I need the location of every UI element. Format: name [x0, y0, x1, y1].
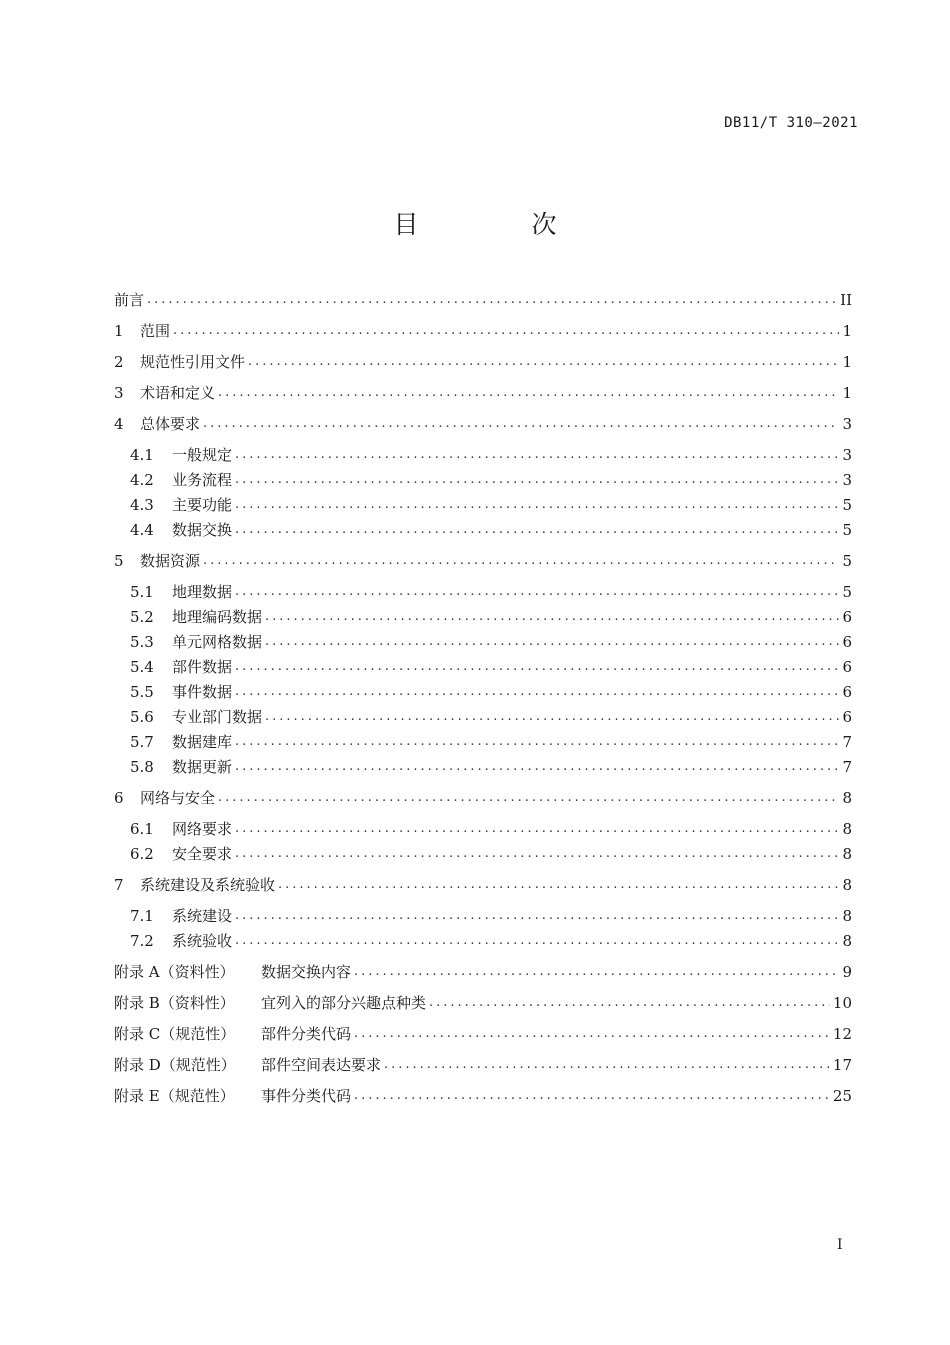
- toc-entry[interactable]: [130, 515, 852, 539]
- toc-entry-number: 5.4: [130, 658, 154, 676]
- toc-entry-page: 9: [842, 963, 852, 981]
- toc-entry-label: 数据交换内容: [261, 963, 352, 981]
- toc-entry[interactable]: [130, 652, 852, 676]
- toc-entry-label: 网络与安全: [140, 789, 216, 807]
- page-number: I: [837, 1237, 843, 1253]
- toc-entry-label: 前言: [114, 291, 145, 309]
- toc-entry[interactable]: [130, 702, 852, 726]
- toc-entry-page: 1: [842, 353, 852, 371]
- toc-entry[interactable]: [130, 627, 852, 651]
- toc-entry-number: 附录 A（资料性）: [114, 963, 235, 981]
- toc-entry-number: 4.2: [130, 471, 154, 489]
- toc-entry[interactable]: [130, 677, 852, 701]
- toc-entry-page: 5: [842, 521, 852, 539]
- page-title: 目 次: [393, 210, 601, 239]
- toc-entry-label: 网络要求: [172, 820, 233, 838]
- toc-entry-page: 8: [842, 932, 852, 950]
- toc-entry-number: 6.2: [130, 845, 154, 863]
- toc-entry[interactable]: [114, 1081, 852, 1105]
- toc-dot-leader: [265, 608, 839, 626]
- toc-entry-label: 数据资源: [140, 552, 201, 570]
- toc-entry-number: 1: [114, 322, 124, 340]
- toc-entry-number: 4.1: [130, 446, 154, 464]
- toc-entry-page: 1: [842, 322, 852, 340]
- toc-entry-page: 12: [832, 1025, 852, 1043]
- toc-entry[interactable]: [130, 440, 852, 464]
- toc-dot-leader: [235, 932, 839, 950]
- toc-entry-number: 6.1: [130, 820, 154, 838]
- toc-entry-label: 业务流程: [172, 471, 233, 489]
- toc-entry-number: 7.1: [130, 907, 154, 925]
- toc-entry-label: 安全要求: [172, 845, 233, 863]
- toc-entry-page: 17: [832, 1056, 852, 1074]
- toc-dot-leader: [354, 1087, 830, 1105]
- toc-entry[interactable]: [114, 316, 852, 340]
- toc-entry-number: 7: [114, 876, 124, 894]
- toc-dot-leader: [235, 845, 839, 863]
- toc-entry-label: 系统建设: [172, 907, 233, 925]
- toc-dot-leader: [235, 758, 839, 776]
- toc-entry-page: 6: [842, 708, 852, 726]
- toc-entry[interactable]: [130, 814, 852, 838]
- toc-entry-number: 附录 B（资料性）: [114, 994, 235, 1012]
- toc-entry-page: 10: [832, 994, 852, 1012]
- toc-entry-label: 单元网格数据: [172, 633, 263, 651]
- toc-entry-label: 地理数据: [172, 583, 233, 601]
- toc-dot-leader: [235, 471, 839, 489]
- toc-entry[interactable]: [114, 409, 852, 433]
- toc-entry-page: 8: [842, 845, 852, 863]
- toc-dot-leader: [235, 521, 839, 539]
- toc-entry-number: 4.4: [130, 521, 154, 539]
- toc-dot-leader: [235, 820, 839, 838]
- toc-entry-page: 1: [842, 384, 852, 402]
- toc-entry[interactable]: [114, 546, 852, 570]
- toc-entry-page: 6: [842, 608, 852, 626]
- toc-entry[interactable]: [130, 577, 852, 601]
- toc-dot-leader: [278, 876, 839, 894]
- toc-entry-label: 数据建库: [172, 733, 233, 751]
- toc-entry[interactable]: [130, 465, 852, 489]
- toc-entry[interactable]: [114, 988, 852, 1012]
- toc-entry-number: 附录 E（规范性）: [114, 1087, 235, 1105]
- toc-dot-leader: [203, 552, 839, 570]
- toc-dot-leader: [218, 384, 839, 402]
- toc-entry-page: II: [840, 291, 852, 309]
- toc-dot-leader: [203, 415, 839, 433]
- toc-entry-label: 部件数据: [172, 658, 233, 676]
- toc-entry[interactable]: [114, 1050, 852, 1074]
- toc-entry-page: 8: [842, 907, 852, 925]
- toc-entry-number: 5.2: [130, 608, 154, 626]
- toc-entry-label: 主要功能: [172, 496, 233, 514]
- toc-entry-label: 系统建设及系统验收: [140, 876, 276, 894]
- toc-entry-page: 7: [842, 758, 852, 776]
- toc-entry-number: 5.7: [130, 733, 154, 751]
- toc-entry-label: 部件分类代码: [261, 1025, 352, 1043]
- toc-entry[interactable]: [114, 957, 852, 981]
- toc-entry[interactable]: [114, 285, 852, 309]
- toc-entry[interactable]: [130, 901, 852, 925]
- toc-entry-number: 3: [114, 384, 124, 402]
- toc-entry-label: 专业部门数据: [172, 708, 263, 726]
- toc-dot-leader: [248, 353, 839, 371]
- toc-entry[interactable]: [130, 490, 852, 514]
- toc-entry[interactable]: [114, 870, 852, 894]
- toc-entry-label: 一般规定: [172, 446, 233, 464]
- toc-dot-leader: [235, 496, 839, 514]
- toc-entry-page: 5: [842, 552, 852, 570]
- toc-entry-label: 总体要求: [140, 415, 201, 433]
- toc-entry-number: 2: [114, 353, 124, 371]
- toc-dot-leader: [265, 633, 839, 651]
- toc-entry-page: 6: [842, 633, 852, 651]
- toc-entry-page: 8: [842, 820, 852, 838]
- toc-entry-number: 5.3: [130, 633, 154, 651]
- toc-entry-label: 规范性引用文件: [140, 353, 246, 371]
- toc-entry-number: 4: [114, 415, 124, 433]
- toc-entry-label: 术语和定义: [140, 384, 216, 402]
- toc-entry-page: 25: [832, 1087, 852, 1105]
- toc-dot-leader: [384, 1056, 830, 1074]
- toc-entry-number: 附录 C（规范性）: [114, 1025, 236, 1043]
- toc-dot-leader: [235, 683, 839, 701]
- toc-entry-page: 7: [842, 733, 852, 751]
- toc-entry-number: 5.8: [130, 758, 154, 776]
- toc-entry-page: 5: [842, 583, 852, 601]
- toc-dot-leader: [235, 733, 839, 751]
- toc-entry-number: 7.2: [130, 932, 154, 950]
- toc-entry[interactable]: [130, 839, 852, 863]
- toc-entry-number: 5.6: [130, 708, 154, 726]
- toc-entry-label: 数据更新: [172, 758, 233, 776]
- toc-dot-leader: [173, 322, 839, 340]
- toc-entry[interactable]: [130, 926, 852, 950]
- toc-entry-number: 6: [114, 789, 124, 807]
- toc-dot-leader: [235, 907, 839, 925]
- toc-entry-label: 地理编码数据: [172, 608, 263, 626]
- toc-entry-page: 6: [842, 658, 852, 676]
- toc-entry-label: 系统验收: [172, 932, 233, 950]
- toc-dot-leader: [235, 446, 839, 464]
- toc-entry-label: 事件分类代码: [261, 1087, 352, 1105]
- toc-entry[interactable]: [114, 378, 852, 402]
- toc-entry-page: 5: [842, 496, 852, 514]
- toc-dot-leader: [218, 789, 839, 807]
- toc-entry[interactable]: [130, 602, 852, 626]
- toc-entry-label: 事件数据: [172, 683, 233, 701]
- toc-entry[interactable]: [130, 752, 852, 776]
- toc-entry-label: 数据交换: [172, 521, 233, 539]
- toc-entry-label: 范围: [140, 322, 171, 340]
- toc-entry[interactable]: [130, 727, 852, 751]
- toc-entry[interactable]: [114, 1019, 852, 1043]
- toc-dot-leader: [235, 583, 839, 601]
- toc-entry[interactable]: [114, 783, 852, 807]
- toc-entry-label: 宜列入的部分兴趣点种类: [261, 994, 427, 1012]
- toc-entry[interactable]: [114, 347, 852, 371]
- toc-dot-leader: [429, 994, 830, 1012]
- toc-dot-leader: [354, 1025, 830, 1043]
- toc-entry-number: 5.5: [130, 683, 154, 701]
- toc-dot-leader: [147, 291, 837, 309]
- toc-entry-number: 4.3: [130, 496, 154, 514]
- toc-entry-page: 3: [842, 471, 852, 489]
- toc-dot-leader: [354, 963, 839, 981]
- toc-entry-number: 5: [114, 552, 124, 570]
- document-code: DB11/T 310—2021: [724, 115, 858, 131]
- toc-entry-page: 8: [842, 876, 852, 894]
- toc-entry-page: 3: [842, 415, 852, 433]
- toc-entry-page: 8: [842, 789, 852, 807]
- toc-entry-number: 附录 D（规范性）: [114, 1056, 236, 1074]
- toc-dot-leader: [235, 658, 839, 676]
- toc-entry-page: 6: [842, 683, 852, 701]
- toc-dot-leader: [265, 708, 839, 726]
- toc-entry-page: 3: [842, 446, 852, 464]
- toc-entry-number: 5.1: [130, 583, 154, 601]
- toc-entry-label: 部件空间表达要求: [261, 1056, 382, 1074]
